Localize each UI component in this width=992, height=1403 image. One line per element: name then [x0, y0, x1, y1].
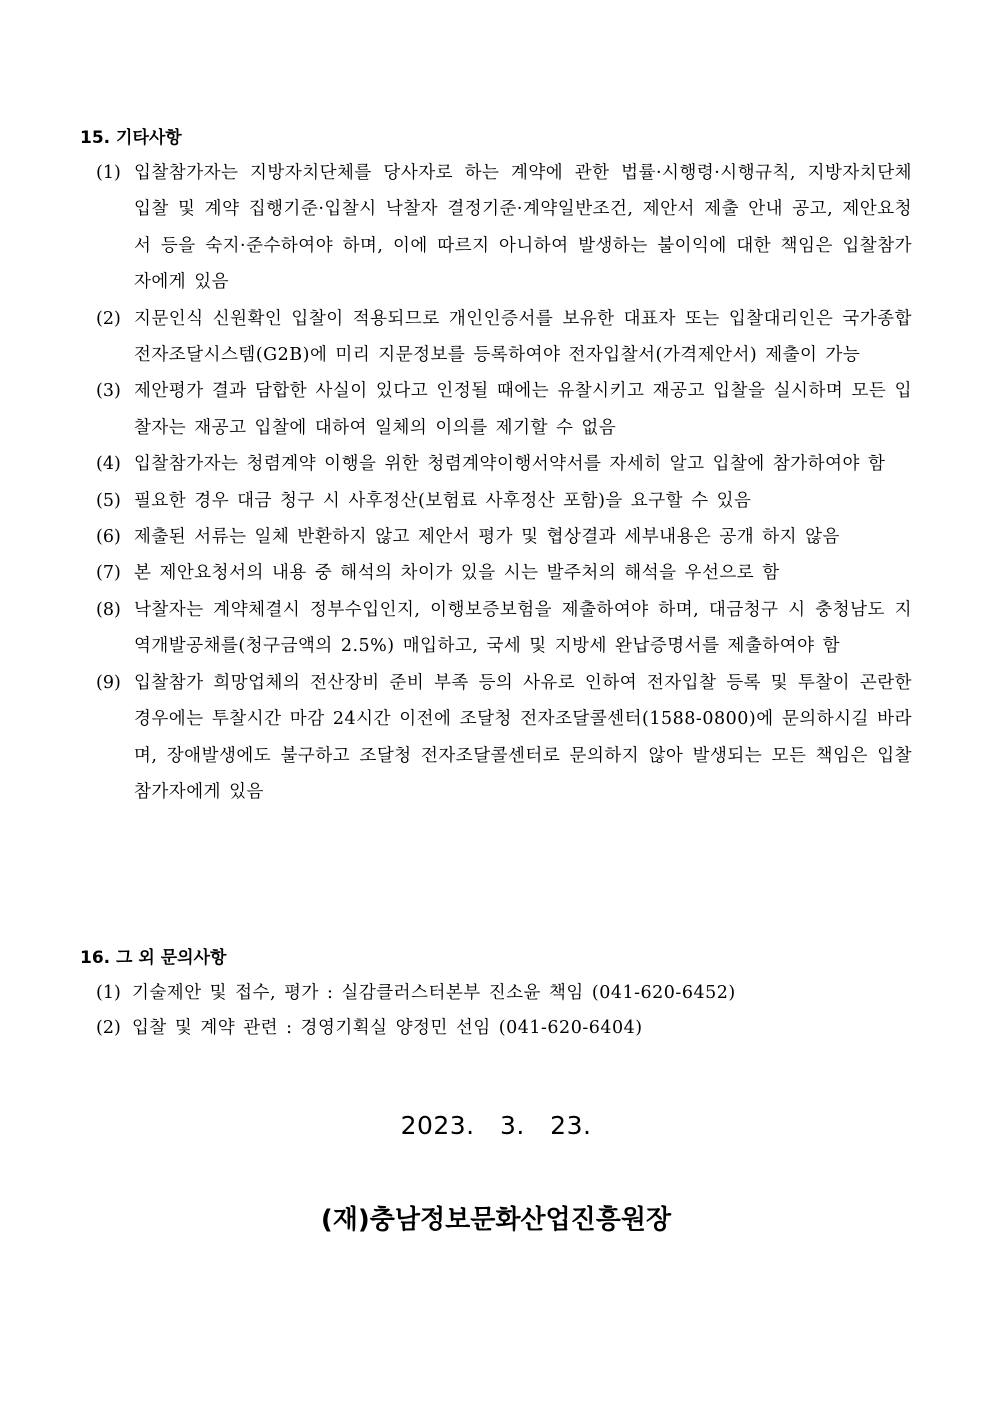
item-number: (8) [96, 599, 121, 620]
list-item [80, 155, 912, 301]
section-title: 15. 기타사항 [80, 128, 182, 148]
section-other-matters [80, 124, 912, 810]
list-item [80, 373, 912, 446]
item-number: (4) [96, 454, 121, 475]
item-number: (1) [96, 983, 121, 1003]
item-number: (9) [96, 672, 121, 693]
item-text: 낙찰자는 계약체결시 정부수입인지, 이행보증보험을 제출하여야 하며, 대금청구 시 충청남도 지역개발공채를(청구금액의 2.5%) 매입하고, 국세 및 지방세 완납증명서를 제출하여야 함 [134, 599, 912, 657]
list-item [80, 592, 912, 665]
issuing-organization: (재)충남정보문화산업진흥원장 [320, 1205, 672, 1235]
item-text: 기술제안 및 접수, 평가 : 실감클러스터본부 진소윤 책임 (041-620-6452) [132, 983, 736, 1003]
list-item [80, 301, 912, 374]
document-date: 2023. 3. 23. [400, 1111, 592, 1140]
item-text: 본 제안요청서의 내용 중 해석의 차이가 있을 시는 발주처의 해석을 우선으로 함 [134, 563, 780, 584]
list-item [80, 1011, 912, 1046]
item-number: (3) [96, 381, 121, 402]
item-text: 제출된 서류는 일체 반환하지 않고 제안서 평가 및 협상결과 세부내용은 공개 하지 않음 [134, 527, 840, 548]
item-text: 지문인식 신원확인 입찰이 적용되므로 개인인증서를 보유한 대표자 또는 입찰대리인은 국가종합전자조달시스템(G2B)에 미리 지문정보를 등록하여야 전자입찰서(가격제안서) 제출이 가능 [134, 308, 912, 366]
item-text: 입찰참가 희망업체의 전산장비 준비 부족 등의 사유로 인하여 전자입찰 등록 및 투찰이 곤란한 경우에는 투찰시간 마감 24시간 이전에 조달청 전자조달콜센터(1588-0800)에 문의하시길 바라며, 장애발생에도 불구하고 조달청 전자조달콜센터로 문의하지 않아 발생되는 모든 책임은 입찰참가자에게 있음 [134, 672, 912, 802]
item-number: (6) [96, 527, 121, 548]
item-text: 입찰참가자는 지방자치단체를 당사자로 하는 계약에 관한 법률·시행령·시행규칙, 지방자치단체 입찰 및 계약 집행기준·입찰시 낙찰자 결정기준·계약일반조건, 제안서 제출 안내 공고, 제안요청서 등을 숙지·준수하여야 하며, 이에 따르지 아니하여 발생하는 불이익에 대한 책임은 입찰참가자에게 있음 [134, 163, 912, 293]
item-number: (1) [96, 163, 121, 183]
list-item [80, 483, 912, 519]
item-number: (7) [96, 563, 121, 584]
item-number: (5) [96, 490, 121, 511]
section-title: 16. 그 외 문의사항 [80, 948, 227, 968]
item-text: 입찰참가자는 청렴계약 이행을 위한 청렴계약이행서약서를 자세히 알고 입찰에 참가하여야 함 [134, 454, 886, 475]
section-inquiries [80, 944, 912, 1046]
list-item [80, 555, 912, 591]
item-text: 입찰 및 계약 관련 : 경영기획실 양정민 선임 (041-620-6404) [132, 1018, 643, 1038]
list-item [80, 446, 912, 482]
item-number: (2) [96, 1018, 121, 1038]
item-number: (2) [96, 308, 121, 329]
list-item [80, 976, 912, 1011]
item-text: 제안평가 결과 담합한 사실이 있다고 인정될 때에는 유찰시키고 재공고 입찰을 실시하며 모든 입찰자는 재공고 입찰에 대하여 일체의 이의를 제기할 수 없음 [134, 381, 912, 438]
item-text: 필요한 경우 대금 청구 시 사후정산(보험료 사후정산 포함)을 요구할 수 있음 [134, 490, 752, 511]
list-item [80, 519, 912, 555]
list-item [80, 665, 912, 811]
